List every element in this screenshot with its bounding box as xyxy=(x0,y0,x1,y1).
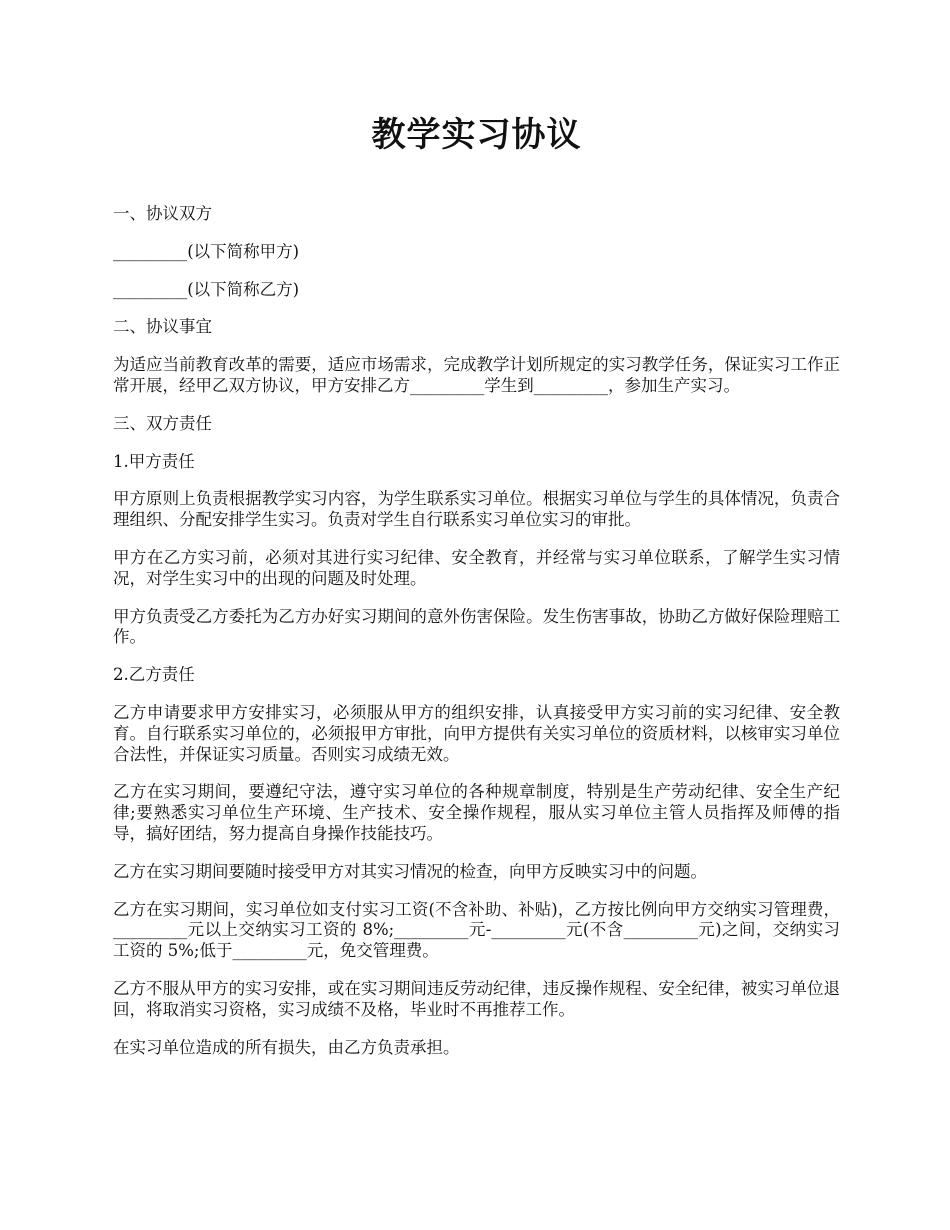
matters-paragraph: 为适应当前教育改革的需要，适应市场需求，完成教学计划所规定的实习教学任务，保证实习工作正常开展，经甲乙双方协议，甲方安排乙方_________学生到_________，参加生产实习。 xyxy=(113,355,840,395)
subheading-party-b-duties: 2.乙方责任 xyxy=(113,665,195,685)
party-a-duty-paragraph: 甲方在乙方实习前，必须对其进行实习纪律、安全教育，并经常与实习单位联系，了解学生实习情况，对学生实习中的出现的问题及时处理。 xyxy=(113,547,840,588)
party-a-duty-paragraph: 甲方负责受乙方委托为乙方办好实习期间的意外伤害保险。发生伤害事故，协助乙方做好保险理赔工作。 xyxy=(113,606,840,647)
party-b-duty-paragraph: 乙方不服从甲方的实习安排，或在实习期间违反劳动纪律，违反操作规程、安全纪律，被实习单位退回，将取消实习资格，实习成绩不及格，毕业时不再推荐工作。 xyxy=(113,978,840,1019)
party-b-duty-paragraph: 乙方在实习期间，实习单位如支付实习工资(不含补助、补贴)，乙方按比例向甲方交纳实习管理费，_________元以上交纳实习工资的 8%;_________元-_________元(不含_________元)之间，交纳实习工资的 5%;低于_________元，免交管理费。 xyxy=(113,899,840,961)
party-b-duty-paragraph: 在实习单位造成的所有损失，由乙方负责承担。 xyxy=(113,1037,460,1057)
section-heading-matters: 二、协议事宜 xyxy=(113,317,212,337)
party-b-line: _________(以下简称乙方) xyxy=(113,279,300,299)
party-a-duty-paragraph: 甲方原则上负责根据教学实习内容，为学生联系实习单位。根据实习单位与学生的具体情况，负责合理组织、分配安排学生实习。负责对学生自行联系实习单位实习的审批。 xyxy=(113,489,840,530)
party-b-duty-paragraph: 乙方在实习期间要随时接受甲方对其实习情况的检查，向甲方反映实习中的问题。 xyxy=(113,861,707,881)
section-heading-responsibilities: 三、双方责任 xyxy=(113,413,212,433)
party-a-line: _________(以下简称甲方) xyxy=(113,241,300,261)
subheading-party-a-duties: 1.甲方责任 xyxy=(113,451,195,471)
section-heading-parties: 一、协议双方 xyxy=(113,204,212,223)
document-title: 教学实习协议 xyxy=(371,115,582,155)
party-b-duty-paragraph: 乙方申请要求甲方安排实习，必须服从甲方的组织安排，认真接受甲方实习前的实习纪律、安全教育。自行联系实习单位的，必须报甲方审批，向甲方提供有关实习单位的资质材料，以核审实习单位合法性，并保证实习质量。否则实习成绩无效。 xyxy=(113,702,840,764)
party-b-duty-paragraph: 乙方在实习期间，要遵纪守法，遵守实习单位的各种规章制度，特别是生产劳动纪律、安全生产纪律;要熟悉实习单位生产环境、生产技术、安全操作规程，服从实习单位主管人员指挥及师傅的指导，搞好团结，努力提高自身操作技能技巧。 xyxy=(113,782,840,843)
